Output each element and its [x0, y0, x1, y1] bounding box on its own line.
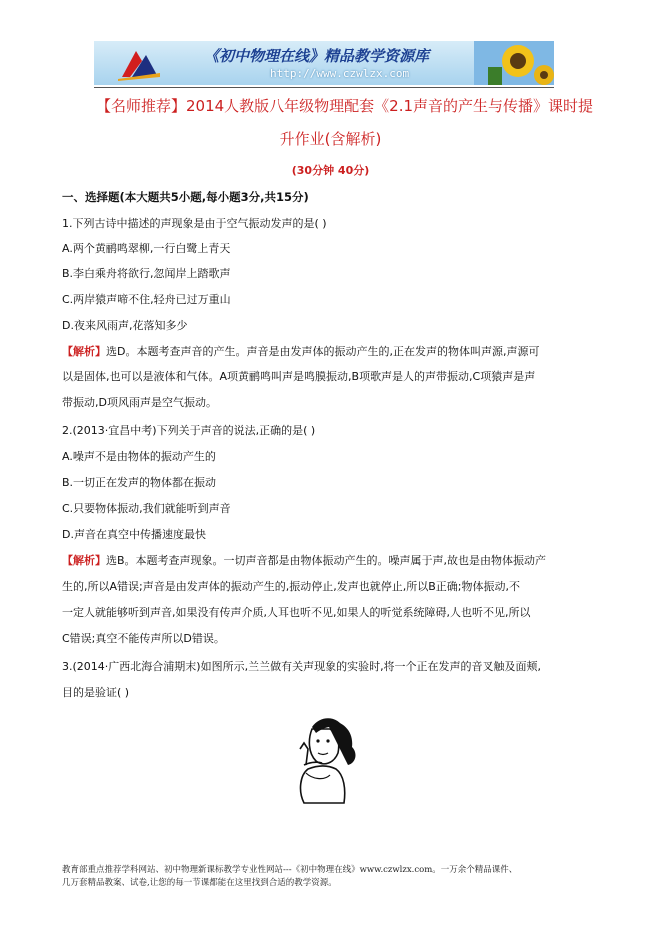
q1-analysis-line2: 以是固体,也可以是液体和气体。A项黄鹂鸣叫声是鸣膜振动,B项歌声是人的声带振动,C项猿声是声: [62, 370, 536, 383]
document-title: 【名师推荐】2014人教版八年级物理配套《2.1声音的产生与传播》课时提: [96, 97, 594, 115]
q1-analysis-line1: 【解析】选D。本题考查声音的产生。声音是由发声体的振动产生的,正在发声的物体叫声源,声源可: [62, 345, 540, 358]
q2-option-d: D.声音在真空中传播速度最快: [62, 528, 206, 541]
girl-tuning-fork-illustration: [282, 713, 362, 805]
analysis-label: 【解析】: [62, 554, 106, 567]
q1-analysis-line3: 带振动,D项风雨声是空气振动。: [62, 396, 217, 409]
banner-url: http://www.czwlzx.com: [270, 67, 410, 80]
header-divider: [94, 87, 554, 88]
q1-option-a: A.两个黄鹂鸣翠柳,一行白鹭上青天: [62, 242, 231, 255]
footer-line2: 几万套精品教案、试卷,让您的每一节课都能在这里找到合适的教学资源。: [62, 878, 337, 888]
q2-analysis-line1: 【解析】选B。本题考查声现象。一切声音都是由物体振动产生的。噪声属于声,故也是由物体振动产: [62, 554, 547, 567]
sunflower-icon: [474, 41, 554, 85]
q2-option-a: A.噪声不是由物体的振动产生的: [62, 450, 216, 463]
question-3-stem-line2: 目的是验证( ): [62, 686, 130, 699]
q2-analysis-line3: 一定人就能够听到声音,如果没有传声介质,人耳也听不见,如果人的听觉系统障碍,人也听不见,所以: [62, 606, 531, 619]
q2-analysis-line2: 生的,所以A错误;声音是由发声体的振动产生的,振动停止,发声也就停止,所以B正确;物体振动,不: [62, 580, 520, 593]
q2-option-b: B.一切正在发声的物体都在振动: [62, 476, 217, 489]
question-3-stem-line1: 3.(2014·广西北海合浦期末)如图所示,兰兰做有关声现象的实验时,将一个正在发声的音叉触及面颊,: [62, 660, 542, 673]
header-banner: [94, 41, 554, 85]
site-logo-icon: [116, 47, 162, 81]
section-heading: 一、选择题(本大题共5小题,每小题3分,共15分): [62, 190, 309, 204]
q1-option-c: C.两岸猿声啼不住,轻舟已过万重山: [62, 293, 231, 306]
q1-option-d: D.夜来风雨声,花落知多少: [62, 319, 188, 332]
q2-analysis-line4: C错误;真空不能传声所以D错误。: [62, 632, 225, 645]
q1-option-b: B.李白乘舟将欲行,忽闻岸上踏歌声: [62, 267, 231, 280]
page-footer: [62, 864, 622, 890]
banner-title: 《初中物理在线》精品教学资源库: [204, 47, 430, 65]
document-title-cont: 升作业(含解析): [279, 130, 382, 148]
analysis-label: 【解析】: [62, 345, 106, 358]
footer-line1: 教育部重点推荐学科网站、初中物理新课标教学专业性网站---《初中物理在线》www.czwlzx.com。一万余个精品课件、: [62, 865, 518, 875]
timing-info: (30分钟 40分): [291, 164, 370, 177]
q2-option-c: C.只要物体振动,我们就能听到声音: [62, 502, 231, 515]
question-1-stem: 1.下列古诗中描述的声现象是由于空气振动发声的是( ): [62, 217, 327, 230]
question-2-stem: 2.(2013·宜昌中考)下列关于声音的说法,正确的是( ): [62, 424, 316, 437]
